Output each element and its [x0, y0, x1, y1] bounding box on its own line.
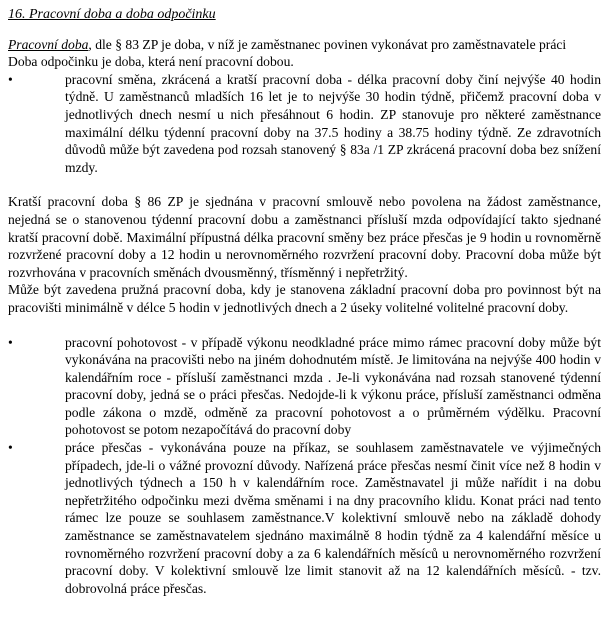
- definition-text: , dle § 83 ZP je doba, v níž je zaměstnanec povinen vykonávat pro zaměstnavatele práci: [88, 36, 567, 52]
- section-heading: 16. Pracovní doba a doba odpočinku: [8, 7, 216, 22]
- paragraph-flexible-time: Může být zavedena pružná pracovní doba, kdy je stanovena základní pracovní doba pro povinnost být na pracovišti minimálně v délce 5 hodin v jednotlivých dnech a 2 úseky volitelné volitelné pracovní doby.: [8, 282, 601, 315]
- bullet-icon: [8, 439, 20, 457]
- bullet-icon: [8, 71, 20, 89]
- rest-definition: Doba odpočinku je doba, která není pracovní dobou.: [8, 54, 294, 70]
- list-item-text: pracovní směna, zkrácená a kratší pracovní doba - délka pracovní doby činí nejvýše 40 hodin týdně. U zaměstnanců mladších 16 let je to nejvýše 30 hodin týdně, přičemž pracovní doba v jednotlivých dnech nesmí u nich přesáhnout 6 hodin. ZP stanovuje pro některé zaměstnance maximální délku týdenní pracovní doby na 37.5 hodiny a 38.75 hodiny týdně. Ze zdravotních důvodů může být zavedena pod rozsah stanovený § 83a /1 ZP zkrácená pracovní doba bez snížení mzdy.: [65, 71, 601, 175]
- intro-definition: [8, 36, 601, 54]
- bullet-list-1: [8, 71, 601, 177]
- definition-term: Pracovní doba: [8, 36, 89, 52]
- bullet-list-2: [8, 334, 601, 598]
- list-item-text: práce přesčas - vykonávána pouze na příkaz, se souhlasem zaměstnavatele ve výjimečných případech, jde-li o vážné provozní důvody. Nařízená práce přesčas nesmí činit více než 8 hodin v jednotlivých týdnech a 150 h v kalendářním roce. Zaměstnavatel ji může nařídit i na dobu nepřetržitého odpočinku mezi dvěma směnami i na dny pracovního klidu. Konat práci nad tento rámec lze pouze se souhlasem zaměstnance.V kolektivní smlouvě nebo na základě dohody zaměstnance se zaměstnavatelem sjednáno maximálně 8 hodin týdně za 4 kalendářní měsíce u rovnoměrného rozvržení pracovní doby a za 6 kalendářních měsíců u nerovnoměrného rozvržení pracovní doby. V kolektivní smlouvě lze limit stanovit až na 12 kalendářních měsíců. - tzv. dobrovolná práce přesčas.: [65, 440, 601, 596]
- list-item-text: pracovní pohotovost - v případě výkonu neodkladné práce mimo rámec pracovní doby může být vykonávána na pracovišti nebo na jiném dohodnutém místě. Je limitována na nejvýše 400 hodin v kalendářním roce - přísluší zaměstnanci mzda . Je-li vykonávána nad rozsah stanovené týdenní pracovní doby, jedná se o práci přesčas. Nedojde-li k výkonu práce, přísluší zaměstnanci odměna podle zákona o mzdě, odměně za pracovní pohotovost a o průměrném výdělku. Pracovní pohotovost se potom nezapočítává do pracovní doby: [65, 334, 601, 438]
- list-item: [8, 71, 601, 177]
- list-item: [8, 439, 601, 597]
- spacer: [8, 176, 601, 193]
- paragraph-short-time: Kratší pracovní doba § 86 ZP je sjednána v pracovní smlouvě nebo povolena na žádost zaměstnance, nejedná se o stanovenou týdenní pracovní dobu a zaměstnanci přísluší mzda odpovídající takto sjednané kratší pracovní době. Maximální přípustná délka pracovní směny bez práce přesčas je 9 hodin u rovnoměrně rozvržené pracovní doby a 12 hodin u nerovnoměrného rozvržení pracovní doby. Pracovní doba může být rozvrhována v pracovních směnách dvousměnný, třísměnný i nepřetržitý.: [8, 194, 601, 280]
- bullet-icon: [8, 334, 20, 352]
- spacer: [8, 317, 601, 334]
- list-item: [8, 334, 601, 440]
